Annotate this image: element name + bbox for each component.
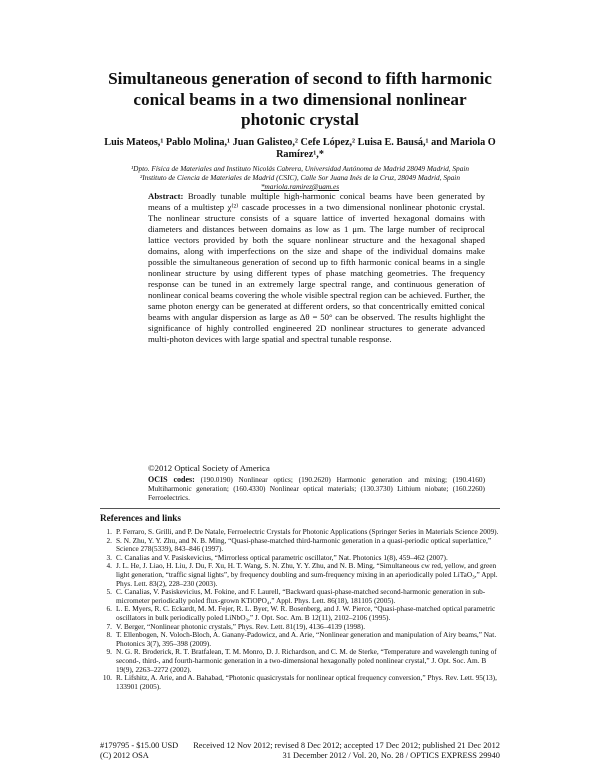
reference-number: 8.: [106, 630, 112, 640]
corresponding-email-link[interactable]: *mariola.ramirez@uam.es: [260, 181, 340, 191]
reference-text: S. N. Zhu, Y. Y. Zhu, and N. B. Ming, “Quasi-phase-matched third-harmonic generation in a quasi-periodic optical superlattice,” Science 278(5339), 843–846 (1997).: [116, 535, 492, 554]
reference-number: 7.: [106, 621, 112, 631]
reference-number: 10.: [102, 673, 112, 683]
footer-copyright: (C) 2012 OSA: [100, 751, 149, 761]
reference-number: 5.: [106, 587, 112, 597]
ocis-label: OCIS codes:: [148, 475, 195, 484]
reference-number: 6.: [106, 604, 112, 614]
reference-text: P. Ferraro, S. Grilli, and P. De Natale, Ferroelectric Crystals for Photonic Applications (Springer Series in Materials Science 2009).: [116, 527, 499, 536]
reference-text: J. L. He, J. Liao, H. Liu, J. Du, F. Xu, H. T. Wang, S. N. Zhu, Y. Y. Zhu, and N. B. Ming, “Simultaneous cw red, yellow, and green light generation, “traffic signal lights”, by frequency doubling and sum-frequency mixing in an aperiodically poled LiTaO₃,” Appl. Phys. Lett. 83(2), 228–230 (2003).: [116, 561, 498, 588]
reference-item: [100, 605, 500, 622]
abstract-label: Abstract:: [148, 191, 184, 201]
footer-row-1: [100, 741, 500, 751]
ocis-codes: [148, 476, 485, 503]
author-list: Luis Mateos,¹ Pablo Molina,¹ Juan Galisteo,² Cefe López,² Luisa E. Bausá,¹ and Mariola O Ramírez¹,*: [104, 137, 496, 160]
ocis-text: (190.0190) Nonlinear optics; (190.2620) Harmonic generation and mixing; (190.4160) Multiharmonic generation; (160.4330) Nonlinear optical materials; (130.3730) Lithium niobate; (160.2260) Ferroelectrics.: [148, 475, 486, 502]
footer-row-2: [100, 751, 500, 761]
reference-item: [100, 648, 500, 674]
reference-text: L. E. Myers, R. C. Eckardt, M. M. Fejer, R. L. Byer, W. R. Bosenberg, and J. W. Pierce, “Quasi-phase-matched optical parametric oscillators in bulk periodically poled LiNbO₃,” J. Opt. Soc. Am. B 12(11), 2102–2106 (1995).: [116, 604, 496, 622]
reference-item: [100, 562, 500, 588]
reference-item: [100, 674, 500, 691]
section-divider: [100, 508, 500, 509]
affiliations: [100, 165, 500, 191]
reference-text: T. Ellenbogen, N. Voloch-Bloch, A. Ganany-Padowicz, and A. Arie, “Nonlinear generation and manipulation of Airy beams,” Nat. Photonics 3(7), 395–398 (2009).: [116, 630, 497, 648]
affiliation-2: ²Instituto de Ciencia de Materiales de Madrid (CSIC), Calle Sor Juana Inés de la Cruz, 28049 Madrid, Spain: [140, 172, 460, 182]
abstract: [148, 191, 485, 345]
journal-citation: 31 December 2012 / Vol. 20, No. 28 / OPTICS EXPRESS 29940: [282, 751, 500, 761]
reference-text: V. Berger, “Nonlinear photonic crystals,” Phys. Rev. Lett. 81(19), 4136–4139 (1998).: [116, 621, 366, 631]
reference-item: [100, 588, 500, 605]
reference-text: C. Canalias, V. Pasiskevicius, M. Fokine, and F. Laurell, “Backward quasi-phase-matched second-harmonic generation in sub-micrometer periodically poled flux-grown KTiOPO₄,” Appl. Phys. Lett. 86(18), 181105 (2005).: [116, 587, 486, 605]
copyright-notice: ©2012 Optical Society of America: [148, 463, 270, 473]
article-number-price: #179795 - $15.00 USD: [100, 741, 179, 750]
reference-number: 1.: [106, 527, 112, 536]
reference-text: N. G. R. Broderick, R. T. Bratfalean, T. M. Monro, D. J. Richardson, and C. M. de Sterke, “Temperature and wavelength tuning of second-, third-, and fourth-harmonic generation in a two-dimensional hexagonally poled nonlinear crystal,” J. Opt. Soc. Am. B 19(9), 2263–2272 (2002).: [116, 647, 497, 674]
reference-number: 4.: [106, 561, 112, 571]
reference-number: 3.: [106, 552, 112, 562]
affiliation-1: ¹Dpto. Física de Materiales and Instituto Nicolás Cabrera, Universidad Autónoma de Madrid 28049 Madrid, Spain: [130, 164, 470, 173]
reference-number: 2.: [106, 535, 112, 545]
reference-number: 9.: [106, 647, 112, 657]
reference-item: [100, 537, 500, 554]
reference-item: [100, 631, 500, 648]
reference-list: [100, 528, 500, 691]
references-heading: References and links: [100, 513, 181, 523]
abstract-text: Broadly tunable multiple high-harmonic conical beams have been generated by means of a multistep χ⁽²⁾ cascade processes in a two dimensional nonlinear photonic crystal. The nonlinear structure consists of a square lattice of inverted hexagonal domains with diameters and distances between domains as low as 1 μm. The large number of reciprocal lattice vectors provided by both the square nonlinear structure and the hexagonal shaped domains, along with imperfections on the size and shape of the individual domains make possible the simultaneous generation of second up to fifth harmonic conical beams in a single nonlinear structure by using different types of phase matching geometries. The frequency response can be tuned in an extremely large spectral range, and continuous generation of nonlinear conical beams covering the whole visible spectral region can be achieved. Further, the same photon energy can be generated at different orders, so that concentrically emitted conical beams with angular dispersion as large as Δθ = 50° can be observed. The results highlight the significance of highly controlled engineered 2D nonlinear structures to generate advanced multi-photon devices with large spatial and spectral tunable response.: [148, 191, 486, 344]
page-footer: [100, 741, 500, 761]
publication-history: Received 12 Nov 2012; revised 8 Dec 2012; accepted 17 Dec 2012; published 21 Dec 2012: [193, 741, 500, 750]
reference-text: R. Lifshitz, A. Arie, and A. Bahabad, “Photonic quasicrystals for nonlinear optical frequency conversion,” Phys. Rev. Lett. 95(13), 133901 (2005).: [116, 673, 497, 691]
paper-title: Simultaneous generation of second to fifth harmonic conical beams in a two dimensional nonlinear photonic crystal: [108, 69, 492, 129]
reference-text: C. Canalias and V. Pasiskevicius, “Mirrorless optical parametric oscillator,” Nat. Photonics 1(8), 459–462 (2007).: [116, 552, 448, 562]
